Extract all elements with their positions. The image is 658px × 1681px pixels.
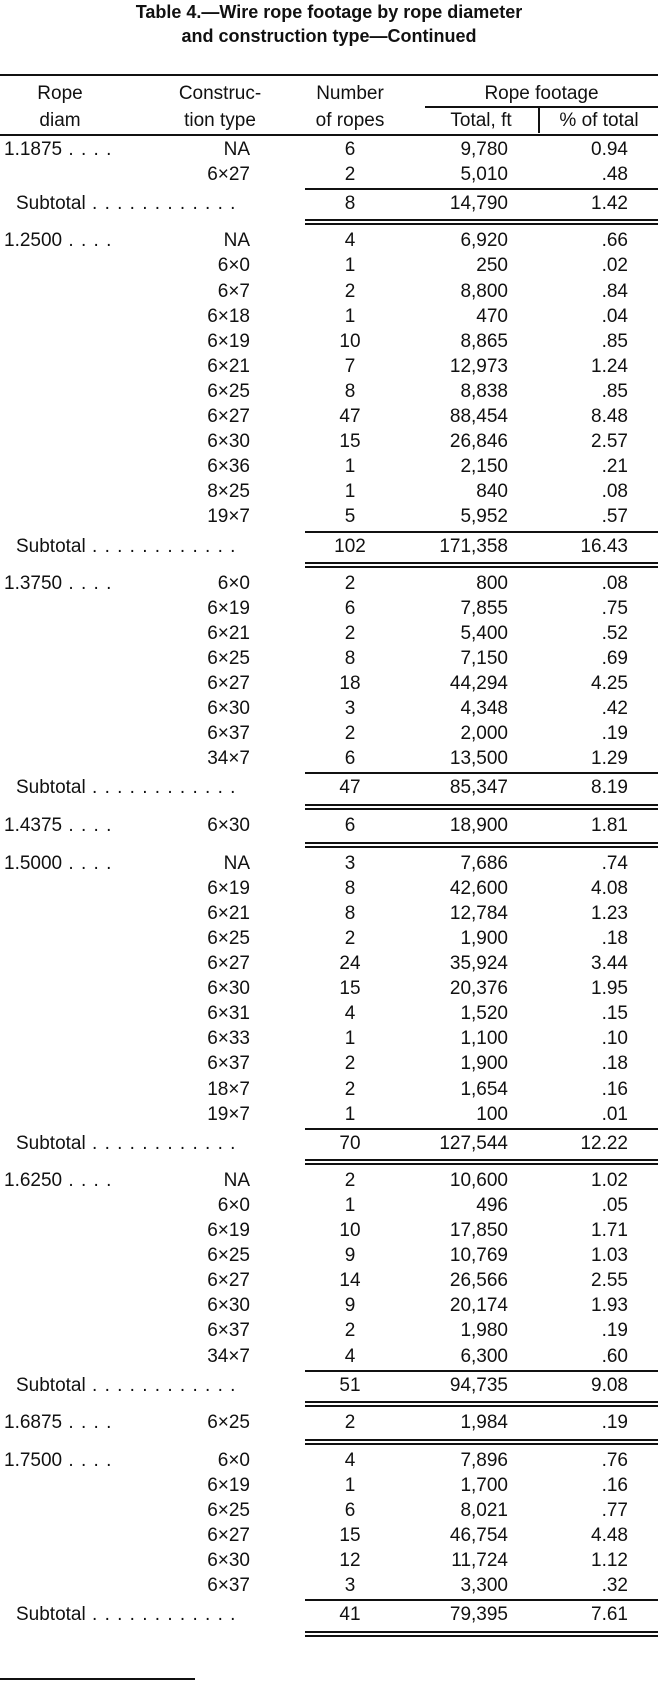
total-ft: 9,780	[460, 139, 508, 160]
number-of-ropes: 7	[344, 355, 356, 377]
pct-of-total: .05	[601, 1194, 628, 1216]
construction-type: 6×25	[207, 927, 250, 949]
subtotal-number-of-ropes: 47	[339, 777, 361, 799]
construction-type: 8×25	[207, 481, 250, 503]
number-of-ropes: 4	[344, 230, 356, 252]
total-ft: 8,800	[460, 280, 508, 302]
construction-type: 19×7	[207, 1103, 250, 1125]
subtotal-text: Subtotal	[16, 777, 86, 799]
total-ft: 1,700	[460, 1474, 508, 1496]
double-rule-bottom	[305, 1163, 658, 1165]
leader-dots: . . . .	[62, 572, 113, 594]
pct-of-total: 2.57	[591, 431, 628, 453]
footnote-rule	[0, 1678, 195, 1680]
rope-diam	[4, 137, 112, 162]
total-ft: 10,769	[449, 1245, 508, 1267]
pct-of-total: .32	[601, 1575, 628, 1597]
rope-diam	[4, 1410, 112, 1435]
pct-of-total: 1.24	[591, 355, 628, 377]
pct-of-total: .18	[601, 927, 628, 949]
construction-type: 6×30	[207, 431, 250, 453]
pct-of-total: .16	[601, 1078, 628, 1100]
rope-diam	[4, 1168, 112, 1193]
leader-dots: . . . . . . . . . . . .	[85, 1132, 237, 1154]
table-title-line-2: and construction type—Continued	[181, 26, 477, 46]
rope-diam	[4, 1448, 112, 1473]
subtotal-text: Subtotal	[16, 1374, 86, 1396]
pct-of-total: .01	[601, 1103, 628, 1125]
rope-diam-value: 1.6875	[4, 1411, 63, 1433]
double-rule-top	[305, 1439, 658, 1441]
total-ft: 7,896	[460, 1449, 508, 1471]
total-ft: 13,500	[449, 748, 508, 770]
number-of-ropes: 2	[344, 927, 356, 949]
total-ft: 7,150	[460, 647, 508, 669]
number-of-ropes: 6	[344, 814, 356, 836]
total-ft: 4,348	[460, 698, 508, 720]
leader-dots: . . . . . . . . . . . .	[85, 777, 237, 799]
double-rule-top	[305, 1631, 658, 1633]
subtotal-pct-of-total: 12.22	[580, 1132, 628, 1154]
header-top-rule	[0, 74, 658, 76]
total-ft: 1,900	[460, 1053, 508, 1075]
subtotal-label	[16, 1373, 236, 1398]
header-construction-line2: tion type	[184, 110, 256, 131]
total-ft: 88,454	[449, 406, 508, 427]
leader-dots: . . . . . . . . . . . .	[85, 535, 237, 557]
number-of-ropes: 6	[344, 139, 356, 160]
pct-of-total: .42	[601, 698, 628, 720]
header-number-line1: Number	[316, 83, 384, 104]
header-construction-line1: Construc-	[178, 83, 262, 104]
total-ft: 17,850	[449, 1220, 508, 1241]
construction-type: NA	[223, 852, 250, 874]
construction-type: 6×0	[217, 1194, 250, 1216]
construction-type: 6×21	[207, 355, 250, 377]
construction-type: NA	[223, 139, 250, 160]
construction-type: 6×27	[207, 1525, 250, 1547]
header-number-line2: of ropes	[315, 110, 385, 131]
number-of-ropes: 12	[339, 1550, 361, 1572]
subtotal-rule	[305, 531, 658, 533]
header-footage-rule	[425, 106, 658, 108]
double-rule-bottom	[305, 808, 658, 810]
total-ft: 12,973	[449, 355, 508, 377]
leader-dots: . . . .	[62, 1411, 113, 1433]
construction-type: 6×25	[207, 647, 250, 669]
construction-type: NA	[223, 1169, 250, 1191]
pct-of-total: .08	[601, 572, 628, 594]
subtotal-rule	[305, 1599, 658, 1601]
rope-diam	[4, 228, 112, 253]
subtotal-number-of-ropes: 102	[334, 535, 366, 557]
subtotal-text: Subtotal	[16, 1132, 86, 1154]
number-of-ropes: 2	[344, 1053, 356, 1075]
construction-type: 6×30	[207, 1295, 250, 1317]
pct-of-total: .75	[601, 597, 628, 619]
total-ft: 6,300	[460, 1345, 508, 1367]
rope-diam	[4, 813, 112, 838]
pct-of-total: .15	[601, 1003, 628, 1025]
subtotal-total-ft: 85,347	[449, 777, 508, 799]
number-of-ropes: 6	[344, 597, 356, 619]
construction-type: 6×27	[207, 406, 250, 427]
number-of-ropes: 6	[344, 748, 356, 770]
number-of-ropes: 4	[344, 1345, 356, 1367]
construction-type: 6×0	[217, 572, 250, 594]
pct-of-total: .16	[601, 1474, 628, 1496]
rope-diam-value: 1.2500	[4, 230, 63, 252]
header-bottom-rule	[0, 134, 658, 136]
leader-dots: . . . . . . . . . . . .	[85, 1604, 237, 1626]
subtotal-pct-of-total: 16.43	[580, 535, 628, 557]
total-ft: 8,838	[460, 380, 508, 402]
rope-diam	[4, 571, 112, 596]
construction-type: 6×27	[207, 164, 250, 186]
pct-of-total: .77	[601, 1500, 628, 1521]
total-ft: 12,784	[449, 902, 508, 924]
number-of-ropes: 1	[344, 1028, 356, 1050]
pct-of-total: .66	[601, 230, 628, 252]
subtotal-text: Subtotal	[16, 535, 86, 557]
number-of-ropes: 8	[344, 380, 356, 402]
pct-of-total: .10	[601, 1028, 628, 1050]
construction-type: 6×33	[207, 1028, 250, 1050]
total-ft: 5,010	[460, 164, 508, 186]
number-of-ropes: 8	[344, 902, 356, 924]
pct-of-total: .18	[601, 1053, 628, 1075]
pct-of-total: .21	[601, 456, 628, 478]
total-ft: 10,600	[449, 1169, 508, 1191]
double-rule-bottom	[305, 223, 658, 225]
total-ft: 7,686	[460, 852, 508, 874]
total-ft: 18,900	[449, 814, 508, 836]
pct-of-total: .19	[601, 1320, 628, 1342]
subtotal-pct-of-total: 8.19	[591, 777, 628, 799]
total-ft: 800	[476, 572, 508, 594]
total-ft: 100	[476, 1103, 508, 1125]
number-of-ropes: 10	[339, 1220, 361, 1241]
total-ft: 46,754	[449, 1525, 508, 1547]
number-of-ropes: 1	[344, 456, 356, 478]
construction-type: 6×25	[207, 1411, 250, 1433]
number-of-ropes: 2	[344, 1078, 356, 1100]
number-of-ropes: 3	[344, 1575, 356, 1597]
pct-of-total: 1.02	[591, 1169, 628, 1191]
number-of-ropes: 2	[344, 1320, 356, 1342]
total-ft: 1,654	[460, 1078, 508, 1100]
header-rope-diam-line1: Rope	[37, 83, 83, 104]
construction-type: 6×21	[207, 622, 250, 644]
pct-of-total: .85	[601, 330, 628, 352]
rope-diam-value: 1.6250	[4, 1169, 63, 1191]
total-ft: 1,520	[460, 1003, 508, 1025]
pct-of-total: 1.23	[591, 902, 628, 924]
total-ft: 2,150	[460, 456, 508, 478]
double-rule-top	[305, 562, 658, 564]
construction-type: 6×27	[207, 953, 250, 974]
number-of-ropes: 5	[344, 506, 356, 528]
pct-of-total: .84	[601, 280, 628, 302]
leader-dots: . . . .	[62, 852, 113, 874]
subtotal-total-ft: 14,790	[449, 193, 508, 215]
total-ft: 8,865	[460, 330, 508, 352]
pct-of-total: 2.55	[591, 1270, 628, 1292]
construction-type: 6×25	[207, 1245, 250, 1267]
rope-diam	[4, 851, 112, 876]
total-ft: 2,000	[460, 723, 508, 745]
subtotal-label	[16, 1602, 236, 1627]
number-of-ropes: 2	[344, 622, 356, 644]
total-ft: 11,724	[451, 1550, 508, 1572]
pct-of-total: .74	[601, 852, 628, 874]
leader-dots: . . . .	[62, 1169, 113, 1191]
construction-type: 6×30	[207, 698, 250, 720]
pct-of-total: .57	[601, 506, 628, 528]
total-ft: 5,952	[460, 506, 508, 528]
rope-diam-value: 1.4375	[4, 814, 63, 836]
number-of-ropes: 2	[344, 1411, 356, 1433]
subtotal-rule	[305, 1128, 658, 1130]
construction-type: 6×36	[207, 456, 250, 478]
pct-of-total: .69	[601, 647, 628, 669]
construction-type: 6×37	[207, 723, 250, 745]
subtotal-total-ft: 127,544	[439, 1132, 508, 1154]
number-of-ropes: 18	[339, 673, 361, 694]
pct-of-total: .19	[601, 723, 628, 745]
construction-type: 6×19	[207, 877, 250, 899]
subtotal-total-ft: 171,358	[439, 535, 508, 557]
total-ft: 35,924	[449, 953, 508, 974]
number-of-ropes: 15	[339, 431, 361, 453]
total-ft: 1,980	[460, 1320, 508, 1342]
number-of-ropes: 15	[339, 1525, 361, 1547]
number-of-ropes: 1	[344, 1474, 356, 1496]
number-of-ropes: 2	[344, 572, 356, 594]
pct-of-total: 4.48	[591, 1525, 628, 1547]
number-of-ropes: 9	[344, 1295, 356, 1317]
subtotal-rule	[305, 188, 658, 190]
subtotal-pct-of-total: 1.42	[591, 193, 628, 215]
construction-type: 6×27	[207, 1270, 250, 1292]
pct-of-total: .48	[601, 164, 628, 186]
table-title-line-1: Table 4.—Wire rope footage by rope diameter	[135, 2, 523, 22]
construction-type: 6×18	[207, 305, 250, 327]
rope-diam-value: 1.7500	[4, 1449, 63, 1471]
number-of-ropes: 14	[339, 1270, 361, 1292]
pct-of-total: .19	[601, 1411, 628, 1433]
pct-of-total: 4.08	[591, 877, 628, 899]
leader-dots: . . . .	[62, 139, 113, 160]
pct-of-total: 1.81	[591, 814, 628, 836]
total-ft: 26,846	[449, 431, 508, 453]
leader-dots: . . . .	[62, 814, 113, 836]
total-ft: 42,600	[449, 877, 508, 899]
total-ft: 6,920	[460, 230, 508, 252]
double-rule-bottom	[305, 846, 658, 848]
header-total-ft: Total, ft	[450, 110, 512, 131]
construction-type: 34×7	[207, 748, 250, 770]
number-of-ropes: 2	[344, 280, 356, 302]
pct-of-total: .02	[601, 255, 628, 277]
construction-type: 6×21	[207, 902, 250, 924]
leader-dots: . . . .	[62, 230, 113, 252]
double-rule-top	[305, 842, 658, 844]
pct-of-total: 1.93	[591, 1295, 628, 1317]
total-ft: 470	[476, 305, 508, 327]
construction-type: 6×30	[207, 814, 250, 836]
header-rope-footage: Rope footage	[484, 83, 599, 104]
double-rule-top	[305, 219, 658, 221]
subtotal-label	[16, 1131, 236, 1156]
construction-type: 6×19	[207, 1474, 250, 1496]
number-of-ropes: 1	[344, 1103, 356, 1125]
pct-of-total: .04	[601, 305, 628, 327]
total-ft: 250	[476, 255, 508, 277]
number-of-ropes: 6	[344, 1500, 356, 1521]
subtotal-label	[16, 775, 236, 800]
construction-type: 6×25	[207, 380, 250, 402]
subtotal-rule	[305, 1370, 658, 1372]
subtotal-total-ft: 79,395	[449, 1604, 508, 1626]
number-of-ropes: 1	[344, 255, 356, 277]
double-rule-bottom	[305, 1405, 658, 1407]
pct-of-total: .52	[601, 622, 628, 644]
construction-type: 6×30	[207, 978, 250, 1000]
construction-type: 6×19	[207, 597, 250, 619]
number-of-ropes: 3	[344, 852, 356, 874]
number-of-ropes: 1	[344, 481, 356, 503]
total-ft: 1,984	[460, 1411, 508, 1433]
total-ft: 44,294	[449, 673, 508, 694]
pct-of-total: 1.71	[591, 1220, 628, 1241]
number-of-ropes: 9	[344, 1245, 356, 1267]
subtotal-label	[16, 191, 236, 216]
pct-of-total: 1.95	[591, 978, 628, 1000]
construction-type: 6×31	[207, 1003, 250, 1025]
pct-of-total: 1.03	[591, 1245, 628, 1267]
subtotal-total-ft: 94,735	[449, 1374, 508, 1396]
number-of-ropes: 8	[344, 877, 356, 899]
total-ft: 8,021	[460, 1500, 508, 1521]
double-rule-bottom	[305, 1443, 658, 1445]
header-pct-total: % of total	[559, 110, 639, 131]
construction-type: 6×0	[217, 255, 250, 277]
pct-of-total: 4.25	[591, 673, 628, 694]
table-title	[0, 0, 658, 48]
subtotal-text: Subtotal	[16, 1604, 86, 1626]
pct-of-total: 0.94	[591, 139, 628, 160]
number-of-ropes: 3	[344, 698, 356, 720]
total-ft: 1,100	[460, 1028, 508, 1050]
construction-type: 6×0	[217, 1449, 250, 1471]
header-rope-diam-line2: diam	[39, 110, 81, 131]
construction-type: NA	[223, 230, 250, 252]
pct-of-total: .08	[601, 481, 628, 503]
total-ft: 3,300	[460, 1575, 508, 1597]
rope-diam-value: 1.3750	[4, 572, 63, 594]
construction-type: 6×19	[207, 1220, 250, 1241]
subtotal-rule	[305, 772, 658, 774]
leader-dots: . . . . . . . . . . . .	[85, 193, 237, 215]
construction-type: 6×30	[207, 1550, 250, 1572]
construction-type: 19×7	[207, 506, 250, 528]
subtotal-label	[16, 534, 236, 559]
total-ft: 7,855	[460, 597, 508, 619]
pct-of-total: .60	[601, 1345, 628, 1367]
construction-type: 6×25	[207, 1500, 250, 1521]
pct-of-total: 8.48	[591, 406, 628, 427]
total-ft: 26,566	[449, 1270, 508, 1292]
construction-type: 6×37	[207, 1320, 250, 1342]
leader-dots: . . . . . . . . . . . .	[85, 1374, 237, 1396]
construction-type: 18×7	[207, 1078, 250, 1100]
number-of-ropes: 2	[344, 723, 356, 745]
total-ft: 20,174	[449, 1295, 508, 1317]
number-of-ropes: 1	[344, 1194, 356, 1216]
pct-of-total: .76	[601, 1449, 628, 1471]
double-rule-bottom	[305, 1635, 658, 1637]
number-of-ropes: 4	[344, 1449, 356, 1471]
number-of-ropes: 4	[344, 1003, 356, 1025]
leader-dots: . . . .	[62, 1449, 113, 1471]
subtotal-number-of-ropes: 51	[339, 1374, 361, 1396]
construction-type: 6×37	[207, 1053, 250, 1075]
number-of-ropes: 10	[339, 330, 361, 352]
construction-type: 6×19	[207, 330, 250, 352]
rope-diam-value: 1.5000	[4, 852, 63, 874]
total-ft: 496	[476, 1194, 508, 1216]
total-ft: 840	[476, 481, 508, 503]
number-of-ropes: 1	[344, 305, 356, 327]
subtotal-pct-of-total: 9.08	[591, 1374, 628, 1396]
double-rule-top	[305, 1159, 658, 1161]
number-of-ropes: 8	[344, 647, 356, 669]
pct-of-total: 1.29	[591, 748, 628, 770]
double-rule-top	[305, 804, 658, 806]
rope-diam-value: 1.1875	[4, 139, 63, 160]
total-ft: 1,900	[460, 927, 508, 949]
double-rule-bottom	[305, 566, 658, 568]
construction-type: 34×7	[207, 1345, 250, 1367]
total-ft: 5,400	[460, 622, 508, 644]
construction-type: 6×27	[207, 673, 250, 694]
pct-of-total: 1.12	[591, 1550, 628, 1572]
number-of-ropes: 24	[339, 953, 361, 974]
subtotal-text: Subtotal	[16, 193, 86, 215]
subtotal-number-of-ropes: 70	[339, 1132, 361, 1154]
number-of-ropes: 15	[339, 978, 361, 1000]
subtotal-number-of-ropes: 8	[344, 193, 356, 215]
double-rule-top	[305, 1401, 658, 1403]
pct-of-total: 3.44	[591, 953, 628, 974]
subtotal-number-of-ropes: 41	[339, 1604, 361, 1626]
total-ft: 20,376	[449, 978, 508, 1000]
number-of-ropes: 2	[344, 1169, 356, 1191]
number-of-ropes: 2	[344, 164, 356, 186]
subtotal-pct-of-total: 7.61	[591, 1604, 628, 1626]
construction-type: 6×37	[207, 1575, 250, 1597]
pct-of-total: .85	[601, 380, 628, 402]
construction-type: 6×7	[217, 280, 250, 302]
number-of-ropes: 47	[339, 406, 361, 427]
